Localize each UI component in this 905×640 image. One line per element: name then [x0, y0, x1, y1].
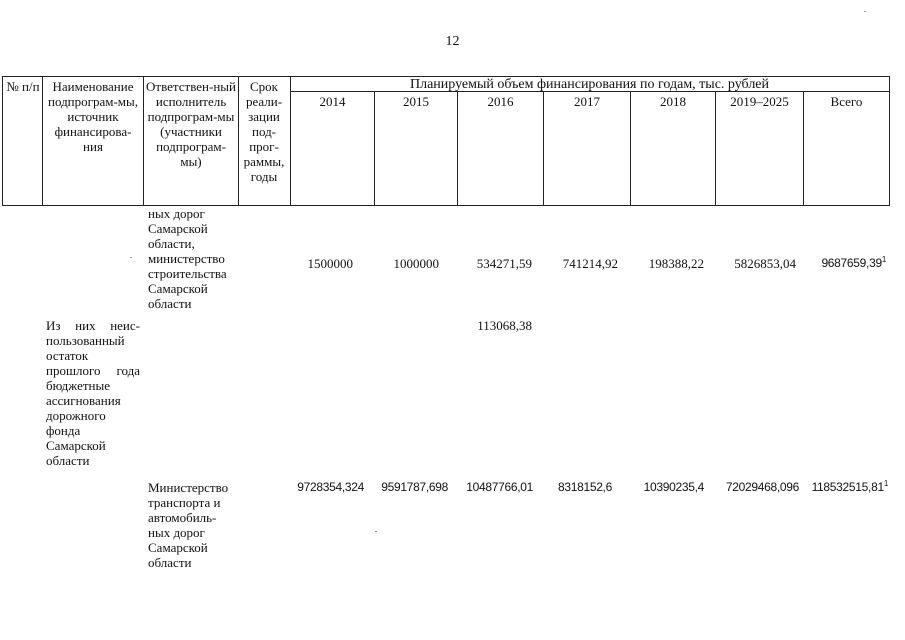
row1-value-2019-2025: 5826853,04 — [734, 256, 796, 271]
header-year-2014: 2014 — [319, 94, 346, 109]
row3-value-2015: 9591787,698 — [381, 480, 448, 494]
row3-value-2018: 10390235,4 — [643, 480, 704, 494]
header-year-2015: 2015 — [403, 94, 429, 109]
row1-value-2016: 534271,59 — [476, 256, 532, 271]
row1-value-2018: 198388,22 — [648, 256, 704, 271]
header-num: № п/п — [6, 79, 40, 94]
row3-value-total: 118532515,81$^1$ — [811, 479, 888, 494]
row1-value-2015: 1000000 — [393, 256, 439, 271]
row3-executor: Министерство транспорта и автомобиль-ных дорог Самарской области — [148, 480, 229, 570]
row1-value-total: 9687659,39$^1$ — [821, 255, 886, 270]
row3-value-2019-2025: 72029468,096 — [725, 480, 799, 494]
row3-value-2016: 10487766,01 — [466, 480, 533, 494]
page-number: 12 — [445, 34, 460, 49]
header-term: Срок реали-зации под-прог-раммы, годы — [243, 79, 285, 184]
row2-name: Из них неис-пользованный остаток прошлого года бюджетные ассигнования дорожного фонда Самарской области — [46, 318, 140, 468]
row2-value-2016: 113068,38 — [477, 318, 532, 333]
header-year-2016: 2016 — [487, 94, 514, 109]
row3-value-2014: 9728354,324 — [297, 480, 364, 494]
header-year-2019-2025: 2019–2025 — [730, 94, 789, 109]
header-year-2017: 2017 — [574, 94, 600, 109]
header-total: Всего — [830, 94, 863, 109]
row1-executor: ных дорог Самарской области, министерство строительства Самарской области — [148, 206, 227, 311]
row1-value-2014: 1500000 — [307, 256, 353, 271]
header-executor: Ответствен-ный исполнитель подпрограм-мы (участники подпрограм-мы) — [146, 79, 236, 169]
row3-value-2017: 8318152,6 — [557, 480, 612, 494]
header-name: Наименование подпрограм-мы, источник финансирова-ния — [47, 79, 139, 154]
header-year-2018: 2018 — [660, 94, 686, 109]
scan-speck — [130, 257, 132, 258]
scan-speck — [864, 11, 866, 12]
scan-speck — [375, 531, 377, 532]
header-funding-title: Планируемый объем финансирования по годам, тыс. рублей — [409, 77, 770, 92]
row1-value-2017: 741214,92 — [562, 256, 618, 271]
